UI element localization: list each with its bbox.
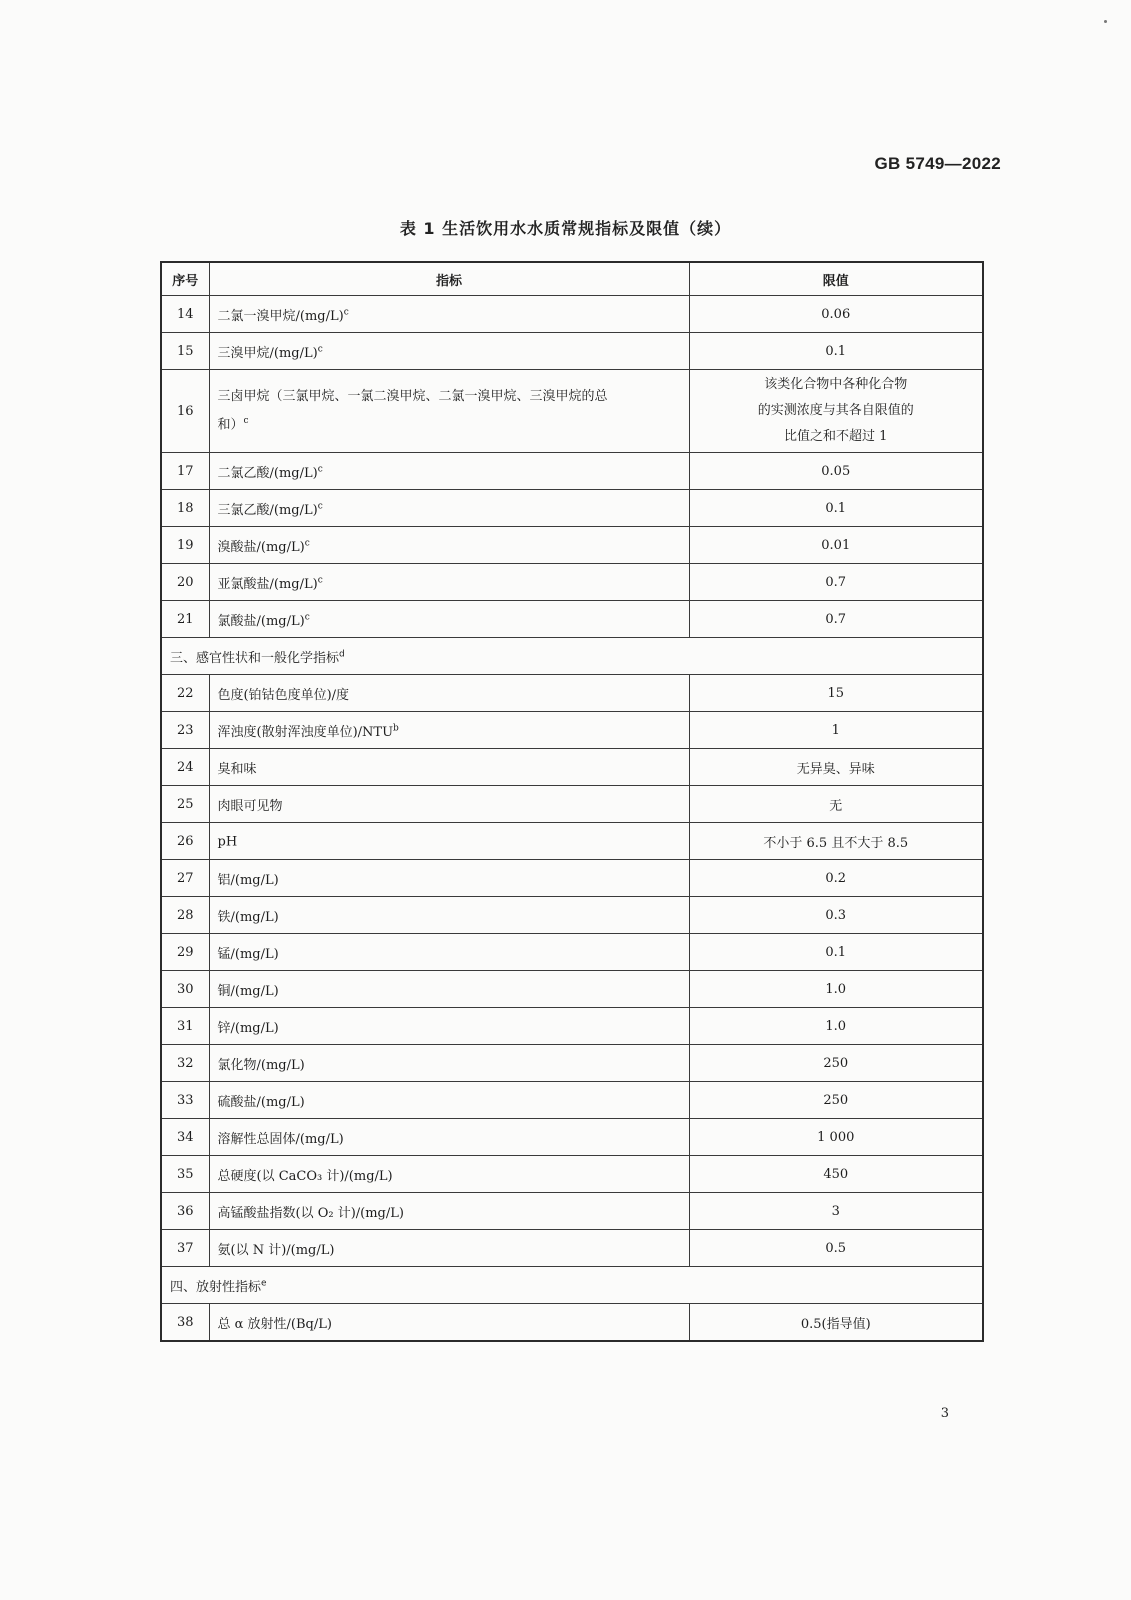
indicator-cell [209,749,689,786]
table-body [161,296,983,1342]
limit-value: 0.5 [689,1230,983,1267]
section-label: 四、放射性指标 [170,1279,262,1295]
row-number: 29 [161,934,209,971]
table-row [161,1193,983,1230]
indicator-text: 三氯乙酸/(mg/L) [217,502,318,518]
indicator-cell [209,1008,689,1045]
indicator-text: 二氯乙酸/(mg/L) [217,465,318,481]
limit-value: 无 [689,786,983,823]
indicator-text: 总硬度(以 CaCO₃ 计)/(mg/L) [217,1168,393,1184]
row-number: 37 [161,1230,209,1267]
indicator-cell [209,601,689,638]
table-row [161,1008,983,1045]
section-row [161,638,983,675]
indicator-cell [209,490,689,527]
table-row [161,370,983,453]
limit-value: 0.01 [689,527,983,564]
limit-line: 该类化合物中各种化合物 [764,377,908,392]
limit-value: 0.1 [689,934,983,971]
indicator-text: 色度(铂钴色度单位)/度 [217,687,350,703]
indicator-text: 锰/(mg/L) [217,946,279,962]
limit-value: 0.1 [689,333,983,370]
row-number: 25 [161,786,209,823]
row-number: 28 [161,897,209,934]
section-heading [161,1267,983,1304]
indicator-cell [209,296,689,333]
indicator-text: 锌/(mg/L) [217,1020,279,1036]
indicator-cell [209,860,689,897]
indicator-cell [209,1082,689,1119]
limit-value: 1.0 [689,1008,983,1045]
row-number: 21 [161,601,209,638]
table-row [161,712,983,749]
table-title: 表 1 生活饮用水水质常规指标及限值（续） [399,219,732,238]
limit-value [689,370,983,453]
indicator-text: pH [217,834,238,850]
footnote-mark: c [343,307,349,318]
table-row [161,564,983,601]
table-row [161,897,983,934]
indicator-cell [209,971,689,1008]
limit-value: 0.5(指导值) [689,1304,983,1342]
header-limit: 限值 [689,262,983,296]
table-row [161,1045,983,1082]
table-row [161,1082,983,1119]
indicator-cell [209,1193,689,1230]
scan-speck [1104,20,1107,23]
limit-value: 15 [689,675,983,712]
table-row [161,527,983,564]
footnote-mark: c [317,501,323,512]
indicator-cell [209,527,689,564]
table-row [161,675,983,712]
table-row [161,823,983,860]
row-number: 26 [161,823,209,860]
table-row [161,749,983,786]
table-row [161,934,983,971]
indicator-text: 铜/(mg/L) [217,983,279,999]
row-number: 17 [161,453,209,490]
indicator-text: 高锰酸盐指数(以 O₂ 计)/(mg/L) [217,1205,404,1221]
indicator-text: 亚氯酸盐/(mg/L) [217,576,318,592]
limit-value: 250 [689,1082,983,1119]
row-number: 38 [161,1304,209,1342]
row-number: 23 [161,712,209,749]
section-heading [161,638,983,675]
limit-value: 不小于 6.5 且不大于 8.5 [689,823,983,860]
row-number: 32 [161,1045,209,1082]
row-number: 35 [161,1156,209,1193]
indicator-cell [209,934,689,971]
footnote-mark: c [317,575,323,586]
indicator-cell [209,370,689,453]
row-number: 16 [161,370,209,453]
row-number: 36 [161,1193,209,1230]
table-row [161,1230,983,1267]
limit-value: 1 [689,712,983,749]
row-number: 34 [161,1119,209,1156]
limit-line: 比值之和不超过 1 [784,429,888,444]
indicator-text: 溶解性总固体/(mg/L) [217,1131,344,1147]
page-number: 3 [940,1406,949,1421]
section-label: 三、感官性状和一般化学指标 [170,650,340,666]
indicator-text: 氯酸盐/(mg/L) [217,613,305,629]
row-number: 18 [161,490,209,527]
indicator-text: 浑浊度(散射浑浊度单位)/NTU [217,724,394,740]
indicator-text: 氨(以 N 计)/(mg/L) [217,1242,335,1258]
table-row [161,786,983,823]
limit-value: 0.05 [689,453,983,490]
indicator-cell [209,1156,689,1193]
table-row [161,601,983,638]
table-row [161,971,983,1008]
table-row [161,1156,983,1193]
row-number: 20 [161,564,209,601]
limit-value: 1 000 [689,1119,983,1156]
indicator-cell [209,333,689,370]
row-number: 27 [161,860,209,897]
footnote-mark: e [261,1278,267,1289]
table-row [161,490,983,527]
limit-value: 0.06 [689,296,983,333]
header-no: 序号 [161,262,209,296]
indicator-text: 铝/(mg/L) [217,872,279,888]
table-row [161,1304,983,1342]
limit-value: 0.7 [689,564,983,601]
row-number: 24 [161,749,209,786]
footnote-mark: c [317,344,323,355]
indicator-text: 铁/(mg/L) [217,909,279,925]
row-number: 33 [161,1082,209,1119]
limit-value: 250 [689,1045,983,1082]
limit-value: 0.1 [689,490,983,527]
row-number: 30 [161,971,209,1008]
indicator-cell [209,1230,689,1267]
indicator-text: 二氯一溴甲烷/(mg/L) [217,308,344,324]
limit-value: 0.2 [689,860,983,897]
limit-value: 450 [689,1156,983,1193]
footnote-mark: d [339,649,345,660]
water-quality-table [160,261,984,1342]
table-row [161,1119,983,1156]
footnote-mark: c [304,612,310,623]
limit-value: 1.0 [689,971,983,1008]
indicator-line: 和） [217,417,244,433]
indicator-text: 臭和味 [217,761,257,777]
row-number: 31 [161,1008,209,1045]
standard-code: GB 5749—2022 [874,154,1001,173]
table-row [161,296,983,333]
limit-line: 的实测浓度与其各自限值的 [757,403,914,418]
header-indicator: 指标 [209,262,689,296]
indicator-cell [209,453,689,490]
indicator-text: 氯化物/(mg/L) [217,1057,305,1073]
indicator-cell [209,712,689,749]
indicator-line: 三卤甲烷（三氯甲烷、一氯二溴甲烷、二氯一溴甲烷、三溴甲烷的总 [217,388,608,404]
indicator-text: 总 α 放射性/(Bq/L) [217,1316,332,1332]
indicator-cell [209,1304,689,1342]
indicator-text [218,385,683,409]
indicator-text: 溴酸盐/(mg/L) [217,539,305,555]
footnote-mark: c [243,415,249,426]
indicator-cell [209,1119,689,1156]
indicator-cell [209,675,689,712]
table-row [161,860,983,897]
indicator-cell [209,564,689,601]
indicator-text: 硫酸盐/(mg/L) [217,1094,305,1110]
indicator-cell [209,897,689,934]
footnote-mark: c [317,464,323,475]
row-number: 14 [161,296,209,333]
section-row [161,1267,983,1304]
table-row [161,453,983,490]
footnote-mark: b [393,723,399,734]
row-number: 19 [161,527,209,564]
indicator-text: 三溴甲烷/(mg/L) [217,345,318,361]
footnote-mark: c [304,538,310,549]
limit-value: 0.7 [689,601,983,638]
limit-value: 3 [689,1193,983,1230]
table-header-row [161,262,983,296]
indicator-text [218,409,683,437]
indicator-cell [209,823,689,860]
row-number: 22 [161,675,209,712]
limit-value: 0.3 [689,897,983,934]
indicator-cell [209,786,689,823]
indicator-cell [209,1045,689,1082]
table-row [161,333,983,370]
row-number: 15 [161,333,209,370]
indicator-text: 肉眼可见物 [217,798,283,814]
limit-value: 无异臭、异味 [689,749,983,786]
